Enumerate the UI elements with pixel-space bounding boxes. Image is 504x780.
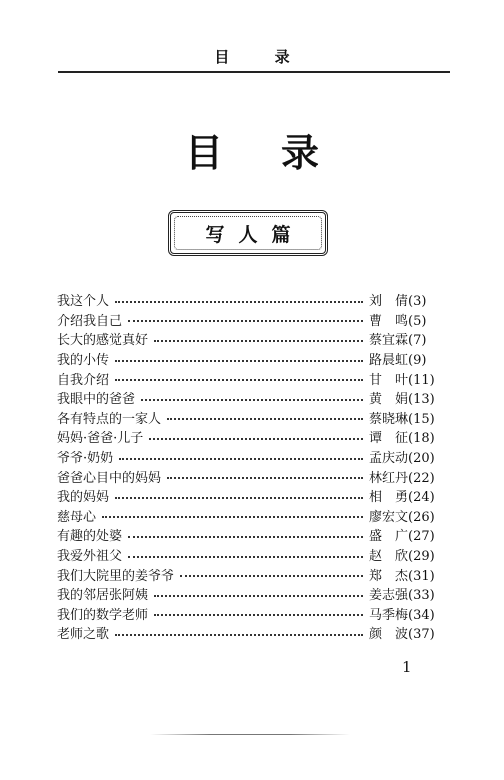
toc-entry-title: 我们大院里的姜爷爷 xyxy=(57,568,175,584)
toc-leader-dots xyxy=(115,634,363,636)
toc-entry-title: 有趣的处婆 xyxy=(57,529,123,545)
running-header: 目 录 xyxy=(214,48,310,66)
toc-entry-author-page xyxy=(369,290,437,309)
toc-entry-author: 曹 鸣 xyxy=(369,313,409,329)
toc-entry-author: 马季梅 xyxy=(369,607,409,623)
toc-entry-author-page xyxy=(369,447,437,466)
toc-entry[interactable] xyxy=(57,388,437,408)
toc-entry-title: 老师之歌 xyxy=(57,627,110,643)
toc-entry-author: 赵 欣 xyxy=(369,549,409,565)
toc-entry-page: (31) xyxy=(408,568,435,584)
toc-leader-dots xyxy=(119,458,363,460)
toc-entry-page: (7) xyxy=(408,333,427,349)
toc-entry[interactable] xyxy=(57,290,437,310)
toc-entry[interactable] xyxy=(57,408,437,428)
toc-entry-page: (24) xyxy=(408,490,435,506)
toc-entry[interactable] xyxy=(57,310,437,330)
footer-rule xyxy=(150,734,350,735)
toc-entry-title: 我们的数学老师 xyxy=(57,607,149,623)
toc-entry-page: (27) xyxy=(408,529,435,545)
toc-entry-author: 姜志强 xyxy=(369,588,409,604)
section-heading: 写人篇 xyxy=(205,223,305,246)
toc-entry-author: 廖宏文 xyxy=(369,509,409,525)
toc-leader-dots xyxy=(149,438,363,440)
page-title: 目录 xyxy=(184,130,377,175)
toc-entry-author: 蔡宜霖 xyxy=(369,333,409,349)
toc-leader-dots xyxy=(115,379,363,381)
toc-entry-author-page xyxy=(369,329,437,348)
toc-entry-author-page xyxy=(369,525,437,544)
toc-entry-author: 谭 征 xyxy=(369,431,409,447)
toc-leader-dots xyxy=(128,320,363,322)
toc-entry-author: 盛 广 xyxy=(369,529,409,545)
toc-entry[interactable] xyxy=(57,466,437,486)
toc-entry[interactable] xyxy=(57,486,437,506)
toc-leader-dots xyxy=(115,360,363,362)
toc-entry-page: (3) xyxy=(408,294,427,310)
toc-entry[interactable] xyxy=(57,564,437,584)
toc-leader-dots xyxy=(167,418,363,420)
toc-leader-dots xyxy=(141,399,363,401)
toc-leader-dots xyxy=(154,340,363,342)
toc-leader-dots xyxy=(102,516,363,518)
toc-entry-title: 爷爷·奶奶 xyxy=(57,451,114,467)
toc-leader-dots xyxy=(128,536,363,538)
toc-entry[interactable] xyxy=(57,427,437,447)
toc-entry[interactable] xyxy=(57,545,437,565)
toc-entry-author-page xyxy=(369,388,437,407)
toc-leader-dots xyxy=(180,575,363,577)
toc-entry-page: (20) xyxy=(408,451,435,467)
toc-entry-author-page xyxy=(369,427,437,446)
toc-entry[interactable] xyxy=(57,584,437,604)
toc-entry-page: (5) xyxy=(408,313,427,329)
toc-entry-author-page xyxy=(369,408,437,427)
toc-entry-title: 各有特点的一家人 xyxy=(57,411,162,427)
toc-entry-author: 黄 娟 xyxy=(369,392,409,408)
toc-entry-author: 相 勇 xyxy=(369,490,409,506)
section-frame xyxy=(168,210,328,256)
toc-leader-dots xyxy=(115,301,363,303)
toc-entry-title: 长大的感觉真好 xyxy=(57,333,149,349)
toc-entry-title: 自我介绍 xyxy=(57,372,110,388)
toc-entry-title: 我的妈妈 xyxy=(57,490,110,506)
toc-entry-page: (11) xyxy=(408,372,435,388)
toc-entry-author: 蔡晓琳 xyxy=(369,411,409,427)
toc-entry-page: (37) xyxy=(408,627,435,643)
toc-entry-author-page xyxy=(369,623,437,642)
toc-entry-author: 林红丹 xyxy=(369,470,409,486)
toc-entry-page: (34) xyxy=(408,607,435,623)
toc-entry-author-page xyxy=(369,369,437,388)
toc-entry-title: 慈母心 xyxy=(57,509,97,525)
toc-leader-dots xyxy=(154,614,363,616)
toc-leader-dots xyxy=(115,497,363,499)
toc-entry-title: 我爱外祖父 xyxy=(57,549,123,565)
toc-entry[interactable] xyxy=(57,525,437,545)
toc-entry-author: 路晨虹 xyxy=(369,353,409,369)
toc-entry-page: (18) xyxy=(408,431,435,447)
toc-entry-author: 郑 杰 xyxy=(369,568,409,584)
toc-entry[interactable] xyxy=(57,506,437,526)
toc-entry[interactable] xyxy=(57,329,437,349)
toc-entry-page: (9) xyxy=(408,353,427,369)
toc-entry-page: (22) xyxy=(408,470,435,486)
toc-entry-page: (29) xyxy=(408,549,435,565)
header-rule xyxy=(58,71,450,73)
toc-entry-page: (26) xyxy=(408,509,435,525)
toc-entry-author-page xyxy=(369,604,437,623)
toc-entry-author-page xyxy=(369,467,437,486)
toc-entry-author: 孟庆动 xyxy=(369,451,409,467)
toc-entry-author-page xyxy=(369,506,437,525)
toc-entry-page: (15) xyxy=(408,411,435,427)
toc-entry-author-page xyxy=(369,584,437,603)
page-number: 1 xyxy=(402,658,412,676)
toc-entry-title: 介绍我自己 xyxy=(57,313,123,329)
toc-entry-author-page xyxy=(369,310,437,329)
toc-entry[interactable] xyxy=(57,447,437,467)
toc-leader-dots xyxy=(128,556,363,558)
toc-entry[interactable] xyxy=(57,349,437,369)
toc-entry-author: 甘 叶 xyxy=(369,372,409,388)
toc-entry-title: 我的小传 xyxy=(57,353,110,369)
toc-entry-author-page xyxy=(369,545,437,564)
toc-entry-page: (33) xyxy=(408,588,435,604)
toc-entry-page: (13) xyxy=(408,392,435,408)
toc-entry-author: 颜 波 xyxy=(369,627,409,643)
toc-entry-author-page xyxy=(369,565,437,584)
toc-entry-title: 妈妈·爸爸·儿子 xyxy=(57,431,144,447)
toc-entry-title: 爸爸心目中的妈妈 xyxy=(57,470,162,486)
toc-entry[interactable] xyxy=(57,368,437,388)
toc-entry-title: 我眼中的爸爸 xyxy=(57,392,136,408)
toc-entry-author-page xyxy=(369,349,437,368)
toc-entry-title: 我的邻居张阿姨 xyxy=(57,588,149,604)
toc-leader-dots xyxy=(167,477,363,479)
toc-entry[interactable] xyxy=(57,623,437,643)
toc-entry-author-page xyxy=(369,486,437,505)
toc-entry-title: 我这个人 xyxy=(57,294,110,310)
toc-entry[interactable] xyxy=(57,604,437,624)
toc-leader-dots xyxy=(154,595,363,597)
table-of-contents xyxy=(57,290,437,643)
toc-entry-author: 刘 倩 xyxy=(369,294,409,310)
